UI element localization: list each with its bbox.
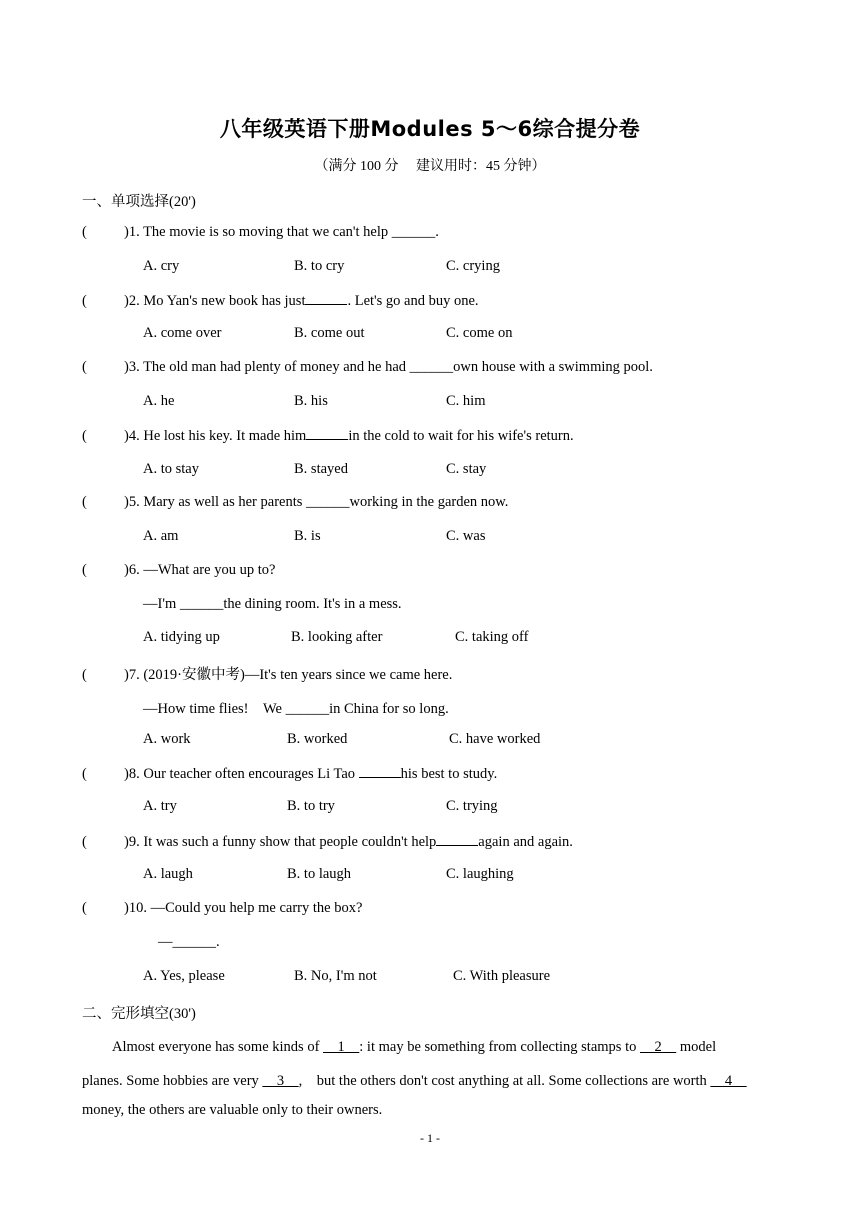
option-10a: A. Yes, please [143, 968, 225, 984]
question-4: ( )4. He lost his key. It made him in the cold to wait for his wife's return. [82, 428, 574, 444]
question-10: ( )10. —Could you help me carry the box? [82, 900, 363, 916]
option-2b: B. come out [294, 325, 365, 341]
option-8a: A. try [143, 798, 177, 814]
option-7b: B. worked [287, 731, 348, 747]
option-2c: C. come on [446, 325, 513, 341]
option-9b: B. to laugh [287, 866, 352, 882]
option-10b: B. No, I'm not [294, 968, 377, 984]
section-heading-cloze: 二、完形填空(30') [82, 1006, 196, 1022]
option-4c: C. stay [446, 461, 487, 477]
page-number: - 1 - [420, 1131, 440, 1145]
question-5: ( )5. Mary as well as her parents ______working in the garden now. [82, 494, 509, 510]
passage-line-3: money, the others are valuable only to their owners. [82, 1102, 383, 1118]
question-7-response: —How time flies! We ______in China for so long. [143, 701, 449, 717]
option-10c: C. With pleasure [453, 968, 551, 984]
option-3a: A. he [143, 393, 175, 409]
page-title: 八年级英语下册Modules 5～6综合提分卷 [219, 117, 641, 141]
option-1b: B. to cry [294, 258, 345, 274]
cloze-blank-3: 3 [262, 1073, 299, 1089]
option-8b: B. to try [287, 798, 335, 814]
option-4b: B. stayed [294, 461, 348, 477]
passage-line-2: planes. Some hobbies are very 3 , but the others don't cost anything at all. Some collections are worth 4 [82, 1073, 747, 1089]
cloze-blank-4: 4 [710, 1073, 747, 1089]
option-9a: A. laugh [143, 866, 193, 882]
option-3c: C. him [446, 393, 486, 409]
question-8: ( )8. Our teacher often encourages Li Tao his best to study. [82, 766, 498, 782]
option-4a: A. to stay [143, 461, 199, 477]
option-5b: B. is [294, 528, 321, 544]
passage-line-1: Almost everyone has some kinds of 1 : it may be something from collecting stamps to 2 model [112, 1039, 717, 1055]
option-1c: C. crying [446, 258, 500, 274]
question-10-response: —______. [158, 934, 220, 950]
cloze-blank-2: 2 [639, 1039, 677, 1055]
answer-blank [305, 292, 347, 305]
question-7: ( )7. (2019·安徽中考)—It's ten years since we came here. [82, 667, 453, 683]
question-2: ( )2. Mo Yan's new book has just . Let's go and buy one. [82, 293, 479, 309]
answer-blank [436, 833, 478, 846]
option-7c: C. have worked [449, 731, 541, 747]
option-1a: A. cry [143, 258, 180, 274]
option-5a: A. am [143, 528, 179, 544]
page-subtitle: （满分 100 分 建议用时：45 分钟） [314, 159, 546, 174]
option-6c: C. taking off [455, 629, 529, 645]
option-5c: C. was [446, 528, 486, 544]
option-3b: B. his [294, 393, 328, 409]
section-heading-single-choice: 一、单项选择(20') [82, 194, 196, 210]
option-9c: C. laughing [446, 866, 514, 882]
option-6a: A. tidying up [143, 629, 220, 645]
answer-blank [359, 765, 401, 778]
question-1: ( )1. The movie is so moving that we can't help ______. [82, 224, 439, 240]
question-3: ( )3. The old man had plenty of money and he had ______own house with a swimming pool. [82, 359, 653, 375]
option-6b: B. looking after [291, 629, 383, 645]
option-7a: A. work [143, 731, 191, 747]
cloze-blank-1: 1 [323, 1039, 360, 1055]
question-6-response: —I'm ______the dining room. It's in a mess. [143, 596, 402, 612]
option-8c: C. trying [446, 798, 498, 814]
answer-blank [306, 427, 348, 440]
question-9: ( )9. It was such a funny show that people couldn't help again and again. [82, 834, 573, 850]
question-6: ( )6. —What are you up to? [82, 562, 276, 578]
option-2a: A. come over [143, 325, 222, 341]
